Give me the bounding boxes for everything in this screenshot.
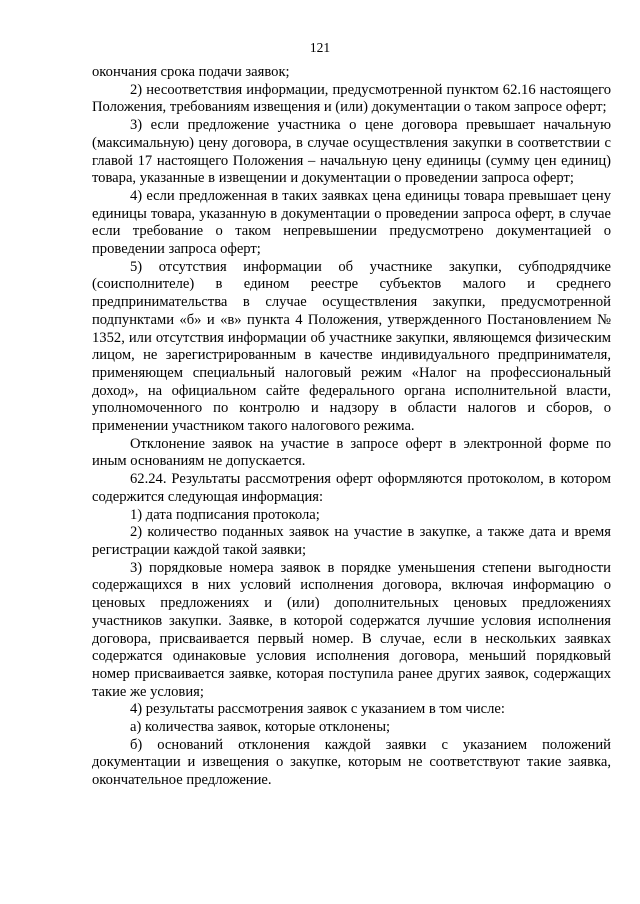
page-number: 121	[309, 40, 331, 55]
paragraph-section-62-24: 62.24. Результаты рассмотрения оферт оформляются протоколом, в котором содержится следующая информация:	[92, 471, 611, 505]
paragraph-item-2: 2) несоответствия информации, предусмотренной пунктом 62.16 настоящего Положения, требованиям извещения и (или) документации о таком запросе оферт;	[92, 81, 611, 116]
paragraph-subitem-a: а) количества заявок, которые отклонены;	[130, 719, 391, 736]
paragraph-list-item-3: 3) порядковые номера заявок в порядке уменьшения степени выгодности содержащихся в них условий исполнения договора, включая информацию о ценовых предложениях и (или) дополнительных ценовых предложениях участников закупки. Заявке, в которой содержатся лучшие условия исполнения договора, присваивается первый номер. В случае, если в нескольких заявках содержатся одинаковые условия исполнения договора, меньший порядковый номер присваивается заявке, которая поступила ранее других заявок, содержащих такие же условия;	[92, 559, 611, 700]
paragraph-item-3: 3) если предложение участника о цене договора превышает начальную (максимальную) цену договора, в случае осуществления закупки в соответствии с главой 17 настоящего Положения – начальную цену единицы (сумму цен единиц) товара, указанные в извещении и документации о проведении запроса оферт;	[92, 117, 611, 187]
document-body	[92, 64, 611, 790]
paragraph-subitem-b: б) оснований отклонения каждой заявки с указанием положений документации и извещения о закупке, которым не соответствуют такие заявка, окончательное предложение.	[92, 736, 611, 789]
paragraph-item-4: 4) если предложенная в таких заявках цена единицы товара превышает цену единицы товара, указанную в документации о проведении запроса оферт, в случае если требование о таком непревышении предусмотрено документацией о проведении запроса оферт;	[92, 187, 611, 258]
paragraph-list-item-4: 4) результаты рассмотрения заявок с указанием в том числе:	[130, 701, 505, 718]
paragraph-item-5: 5) отсутствия информации об участнике закупки, субподрядчике (соисполнителе) в едином реестре субъектов малого и среднего предпринимательства в случае осуществления закупки, предусмотренной подпунктами «б» и «в» пункта 4 Положения, утвержденного Постановлением № 1352, или отсутствия информации об участнике закупки, являющемся физическим лицом, не зарегистрированным в качестве индивидуального предпринимателя, применяющем специальный налоговый режим «Налог на профессиональный доход», на официальном сайте федерального органа исполнительной власти, уполномоченного по контролю и надзору в области налогов и сборов, о применении участником такого налогового режима.	[92, 258, 611, 435]
paragraph-list-item-2: 2) количество поданных заявок на участие в закупке, а также дата и время регистрации каждой такой заявки;	[92, 524, 611, 558]
paragraph-list-item-1: 1) дата подписания протокола;	[130, 506, 320, 523]
paragraph-continuation: окончания срока подачи заявок;	[92, 64, 290, 80]
paragraph-rejection-note: Отклонение заявок на участие в запросе оферт в электронной форме по иным основаниям не допускается.	[92, 435, 611, 470]
